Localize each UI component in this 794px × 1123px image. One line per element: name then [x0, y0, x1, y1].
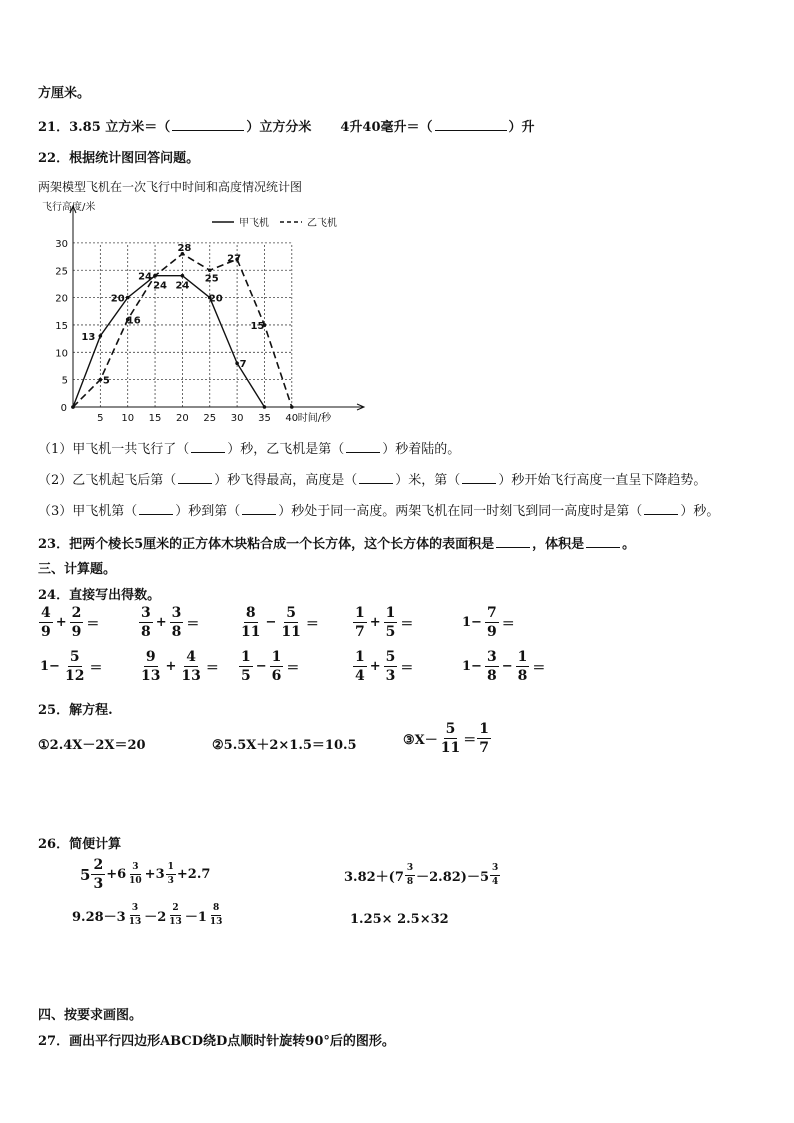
q22-sub1-a: （1）甲飞机一共飞行了（ — [38, 442, 190, 457]
q24-item — [352, 650, 415, 683]
data-label: 15 — [250, 320, 265, 332]
q24-frac-a — [139, 650, 162, 683]
q24-op: + — [369, 615, 381, 630]
q22-sub1-blank-1[interactable] — [191, 440, 225, 453]
q24-frac-a-num: 3 — [141, 605, 151, 621]
q26-e1-p2: +3 — [144, 867, 165, 882]
q26-expr-4: 1.25× 2.5×32 — [350, 912, 449, 927]
question-21 — [38, 116, 535, 135]
y-tick-label: 30 — [55, 238, 68, 250]
q21-part1-after: ）立方分米 — [246, 120, 312, 135]
q25-eq3-rnum: 1 — [479, 721, 489, 737]
data-label: 20 — [208, 293, 223, 305]
q24-eq: ＝ — [400, 617, 414, 632]
q25-title: 25．解方程. — [38, 703, 113, 718]
q26-e3-lead: 9.28－3 — [72, 910, 126, 925]
q24-item — [352, 606, 415, 639]
q21-blank-1[interactable] — [172, 118, 244, 131]
q26-e2-n1: 3 — [405, 864, 415, 876]
data-label: 7 — [239, 359, 247, 371]
q24-frac-a-num: 4 — [41, 605, 51, 621]
q24-frac-b — [485, 650, 499, 683]
chart-ticks — [42, 200, 332, 424]
x-tick-label: 20 — [176, 413, 189, 424]
q24-frac-b-den: 8 — [171, 624, 182, 640]
legend-label-yi: 乙飞机 — [307, 218, 337, 229]
q24-frac-b-den: 3 — [385, 668, 396, 684]
q22-sub2-a: （2）乙飞机起飞后第（ — [38, 473, 177, 488]
data-point — [71, 405, 75, 409]
question-23 — [38, 533, 635, 552]
q26-title: 26．简便计算 — [38, 837, 122, 852]
q24-eq: ＝ — [186, 617, 200, 632]
q23-blank-2[interactable] — [586, 535, 620, 548]
q24-frac-c-num: 1 — [517, 649, 528, 665]
x-axis-label: 时间/秒 — [297, 413, 332, 424]
q24-item — [460, 650, 547, 683]
x-tick-label: 40 — [285, 413, 299, 424]
q24-frac-a-den: 9 — [41, 624, 51, 640]
series-line-jia — [73, 276, 264, 407]
q24-frac-a-num: 1 — [355, 605, 365, 621]
data-label: 13 — [81, 331, 96, 343]
q26-e1-n2: 3 — [130, 863, 140, 875]
q22-sub2-d: ）秒开始飞行高度一直呈下降趋势。 — [498, 473, 707, 488]
q24-frac-a — [39, 606, 53, 639]
q26-e3-d2: 13 — [169, 917, 182, 927]
q24-eq: ＝ — [89, 661, 103, 676]
q22-sub3-b: ）秒到第（ — [175, 504, 241, 519]
q22-sub2-blank-2[interactable] — [359, 471, 393, 484]
q22-sub3-c: ）秒处于同一高度。两架飞机在同一时刻飞到同一高度时是第（ — [278, 504, 643, 519]
q26-e2-d2: 4 — [491, 877, 499, 887]
q24-item — [138, 650, 221, 683]
q26-e1-tail: +2.7 — [176, 867, 211, 882]
q24-frac-b-den: 8 — [486, 668, 497, 684]
data-point — [235, 361, 239, 365]
q24-op2: − — [501, 659, 513, 674]
q26-e2-n2: 3 — [490, 864, 500, 876]
x-tick-label: 35 — [258, 413, 271, 424]
q24-frac-a — [353, 606, 367, 639]
q24-frac-b-num: 3 — [171, 605, 182, 621]
q26-e3-d1: 13 — [128, 917, 142, 927]
q21-blank-2[interactable] — [435, 118, 507, 131]
q24-frac-b-den: 9 — [486, 624, 497, 640]
x-tick-label: 5 — [97, 413, 104, 424]
q24-op: − — [255, 659, 267, 674]
q24-title: 24．直接写出得数。 — [38, 588, 161, 603]
q22-title: 22．根据统计图回答问题。 — [38, 151, 200, 166]
data-label: 24 — [175, 280, 190, 292]
origin-label: 0 — [60, 403, 67, 414]
q22-sub2-blank-3[interactable] — [462, 471, 496, 484]
x-tick-label: 30 — [230, 413, 244, 424]
q24-frac-b — [170, 606, 184, 639]
q24-eq: ＝ — [305, 617, 319, 632]
q24-eq: ＝ — [86, 617, 100, 632]
data-label: 24 — [153, 280, 168, 292]
q24-frac-a — [239, 650, 253, 683]
q24-frac-b-den: 13 — [181, 668, 201, 684]
data-point — [126, 296, 130, 300]
q26-e3-d3: 13 — [209, 917, 223, 927]
q24-frac-a-den: 11 — [241, 624, 261, 640]
q24-frac-c — [516, 650, 530, 683]
q25-eq-1: ①2.4X－2X＝20 — [38, 738, 146, 753]
data-label: 27 — [227, 253, 242, 265]
q26-e2-d1: 8 — [406, 877, 414, 887]
q23-blank-1[interactable] — [496, 535, 530, 548]
q21-number: 21． — [38, 120, 70, 135]
data-label: 16 — [126, 315, 141, 327]
q26-e1-d3: 3 — [167, 876, 174, 886]
q24-lead: 1− — [40, 659, 60, 674]
q24-lead: 1− — [462, 615, 482, 630]
line-chart — [40, 198, 370, 430]
y-tick-label: 20 — [55, 293, 68, 305]
q24-frac-b-num: 7 — [486, 605, 497, 621]
q24-frac-a-num: 8 — [245, 605, 256, 621]
data-point — [181, 274, 185, 278]
q25-eq3-eq: ＝ — [463, 733, 477, 748]
q24-frac-a-den: 8 — [141, 624, 151, 640]
q24-frac-a — [353, 650, 367, 683]
chart-title: 两架模型飞机在一次飞行中时间和高度情况统计图 — [38, 180, 303, 194]
q25-eq-2: ②5.5X＋2×1.5＝10.5 — [212, 738, 357, 753]
q24-frac-b-den: 5 — [385, 624, 396, 640]
q26-expr-3 — [72, 904, 225, 927]
q24-op: + — [155, 615, 167, 630]
q24-frac-b-den: 9 — [71, 624, 82, 640]
y-tick-label: 25 — [55, 266, 68, 278]
q24-op: + — [55, 615, 67, 630]
q22-sub3-a: （3）甲飞机第（ — [38, 504, 138, 519]
q24-frac-b-num: 1 — [271, 649, 282, 665]
data-point — [290, 405, 294, 409]
q21-part2-value: 4升40毫升＝（ — [340, 120, 433, 135]
y-tick-label: 15 — [55, 320, 68, 332]
q24-frac-a-num: 1 — [355, 649, 365, 665]
y-axis-label: 飞行高度/米 — [42, 202, 96, 213]
data-point — [99, 334, 103, 338]
q24-frac-b-num: 2 — [71, 605, 82, 621]
q22-sub3-blank-1[interactable] — [139, 502, 173, 515]
q26-e1-n1: 2 — [93, 857, 104, 873]
q26-e1-d2: 10 — [129, 876, 142, 886]
data-point — [153, 274, 157, 278]
q24-frac-a — [139, 606, 153, 639]
q22-sub1 — [38, 438, 460, 457]
q24-lead: 1− — [462, 659, 482, 674]
q24-frac-b — [270, 650, 284, 683]
q22-sub3-blank-3[interactable] — [644, 502, 678, 515]
q26-e3-m1: －2 — [144, 910, 167, 925]
q24-eq: ＝ — [501, 617, 515, 632]
q22-sub3-d: ）秒。 — [680, 504, 720, 519]
q24-item — [38, 606, 101, 639]
q24-frac-b-den: 12 — [64, 668, 85, 684]
legend-label-jia: 甲飞机 — [239, 218, 269, 229]
q22-sub1-c: ）秒着陆的。 — [382, 442, 461, 457]
q24-frac-b — [70, 606, 84, 639]
q24-frac-b — [279, 606, 302, 639]
q24-frac-b — [63, 650, 86, 683]
q25-eq3-lead: ③X－ — [403, 733, 438, 748]
q25-eq3-num: 5 — [445, 721, 456, 737]
q24-frac-b-num: 4 — [186, 649, 196, 665]
q26-e1-d1: 3 — [93, 876, 104, 892]
q24-op: + — [165, 659, 177, 674]
data-point — [99, 378, 103, 382]
section-3-heading: 三、计算题。 — [38, 562, 117, 577]
chart-legend — [212, 216, 337, 229]
q26-e3-m2: －1 — [184, 910, 207, 925]
q26-expr-1 — [80, 858, 210, 891]
x-tick-label: 25 — [203, 413, 217, 424]
q22-sub2-blank-1[interactable] — [178, 471, 212, 484]
q24-frac-a-num: 9 — [145, 649, 156, 665]
q24-item — [138, 606, 201, 639]
data-label: 20 — [110, 293, 125, 305]
q22-sub2-b: ）秒飞得最高，高度是（ — [214, 473, 358, 488]
q24-op: − — [265, 615, 277, 630]
q24-eq: ＝ — [400, 661, 414, 676]
q23-text-a: 23．把两个棱长5厘米的正方体木块粘合成一个长方体，这个长方体的表面积是 — [38, 537, 495, 552]
q21-part1-unit: 立方米＝（ — [105, 120, 171, 135]
q24-frac-c-den: 8 — [517, 668, 528, 684]
data-label: 24 — [138, 271, 153, 283]
q23-text-c: 。 — [622, 537, 636, 552]
q26-e1-whole: 5 — [80, 865, 91, 884]
x-tick-label: 15 — [148, 413, 162, 424]
y-tick-label: 10 — [55, 348, 68, 360]
q24-frac-b-num: 1 — [385, 605, 396, 621]
q22-sub2-c: ）米，第（ — [395, 473, 461, 488]
q25-eq-3 — [403, 722, 492, 755]
q25-eq3-rden: 7 — [479, 740, 489, 756]
q21-part2-after: ）升 — [508, 120, 535, 135]
q26-e1-n3: 1 — [166, 863, 176, 875]
prev-question-tail: 方厘米。 — [38, 86, 91, 101]
q24-frac-a-den: 13 — [141, 668, 161, 684]
x-tick-label: 10 — [121, 413, 135, 424]
q24-frac-b — [179, 650, 202, 683]
data-point — [263, 405, 267, 409]
q24-item — [38, 650, 104, 683]
q24-frac-b — [384, 650, 398, 683]
data-label: 25 — [204, 273, 219, 285]
q24-frac-a — [239, 606, 262, 639]
q24-frac-b-den: 6 — [271, 668, 282, 684]
q22-sub2 — [38, 469, 706, 488]
q22-sub3-blank-2[interactable] — [242, 502, 276, 515]
q24-frac-a-den: 4 — [355, 668, 365, 684]
q24-item — [238, 606, 321, 639]
q24-frac-b-num: 3 — [486, 649, 497, 665]
q24-frac-b-num: 5 — [385, 649, 396, 665]
data-label: 5 — [102, 375, 110, 387]
q25-eq3-den: 11 — [440, 740, 461, 756]
q22-sub3 — [38, 500, 719, 519]
q24-eq: ＝ — [205, 661, 219, 676]
q26-e3-n3: 8 — [211, 904, 221, 916]
q24-frac-b — [384, 606, 398, 639]
q26-e3-n1: 3 — [130, 904, 140, 916]
q24-frac-b-den: 11 — [281, 624, 301, 640]
q26-expr-2 — [344, 864, 501, 887]
question-27: 27．画出平行四边形ABCD绕D点顺时针旋转90°后的图形。 — [38, 1034, 395, 1049]
q24-eq: ＝ — [532, 661, 546, 676]
q21-part1-value: 3.85 — [69, 120, 101, 135]
q24-eq: ＝ — [286, 661, 300, 676]
q24-frac-a-den: 7 — [355, 624, 365, 640]
y-tick-label: 5 — [61, 375, 68, 387]
q26-e2-lead: 3.82＋(7 — [344, 870, 404, 885]
q26-e1-p1: +6 — [106, 867, 127, 882]
data-point — [208, 268, 212, 272]
q24-frac-b-num: 5 — [286, 605, 296, 621]
q22-sub1-blank-2[interactable] — [346, 440, 380, 453]
q22-sub1-b: ）秒，乙飞机是第（ — [227, 442, 345, 457]
q24-frac-b — [485, 606, 499, 639]
q24-op: + — [369, 659, 381, 674]
q24-frac-b-num: 5 — [69, 649, 80, 665]
q26-e2-mid: －2.82)－5 — [416, 870, 489, 885]
q23-text-b: ，体积是 — [532, 537, 585, 552]
q24-frac-a-den: 5 — [241, 668, 251, 684]
data-label: 28 — [177, 242, 192, 254]
q26-e3-n2: 2 — [170, 904, 180, 916]
q24-item — [460, 606, 517, 639]
q24-frac-a-num: 1 — [241, 649, 251, 665]
q24-item — [238, 650, 301, 683]
section-4-heading: 四、按要求画图。 — [38, 1008, 143, 1023]
